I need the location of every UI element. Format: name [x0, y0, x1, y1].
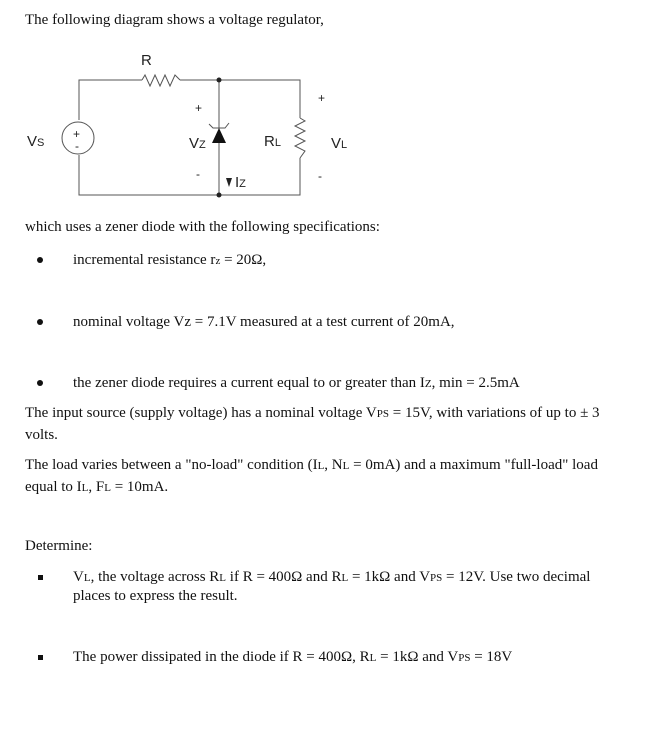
subscript-text: L [317, 460, 325, 472]
text-segment: = 15V, with variations of up to ± 3 [388, 405, 600, 421]
label-vs: VS [27, 133, 45, 150]
text-segment: , the voltage across R [90, 569, 220, 585]
supply-paragraph-line1 [25, 403, 600, 424]
which-text [25, 217, 380, 237]
text-segment: , min = 2.5mA [431, 375, 520, 391]
text-segment: = 20Ω, [220, 252, 267, 268]
source-minus: - [75, 139, 79, 153]
vz-minus: - [196, 167, 200, 181]
square-bullet-icon [38, 655, 43, 660]
supply-paragraph-line2 [25, 425, 58, 445]
question-1-line2 [73, 586, 238, 606]
text-segment: if R = 400Ω and R [226, 569, 342, 585]
vl-plus: + [318, 91, 326, 105]
resistor-rl-icon [295, 118, 305, 158]
resistor-r-icon [142, 75, 180, 86]
source-plus: + [73, 127, 81, 141]
text-segment: = 1kΩ and V [376, 649, 459, 665]
text-segment: The input source (supply voltage) has a nominal voltage V [25, 405, 377, 421]
subscript-text: PS [376, 408, 389, 420]
subscript-text: z [215, 255, 221, 267]
text-segment: volts. [25, 427, 58, 443]
text-segment: = 10mA. [110, 479, 169, 495]
text-segment: the zener diode requires a current equal to or greater than I [73, 375, 425, 391]
label-vl: VL [331, 135, 348, 152]
bullet-icon [37, 257, 43, 263]
subscript-text: PS [458, 652, 471, 664]
text-segment: = 12V. Use two decimal [442, 569, 591, 585]
text-segment: , N [324, 457, 343, 473]
text-segment: places to express the result. [73, 588, 238, 604]
spec-min-current [73, 373, 520, 394]
load-paragraph-line1 [25, 455, 598, 476]
spec-nominal-voltage [73, 312, 455, 332]
subscript-text: Z [424, 378, 432, 390]
text-segment: The load varies between a "no-load" condition (I [25, 457, 318, 473]
text-segment: = 18V [470, 649, 513, 665]
label-iz: IZ [235, 174, 246, 191]
text-segment: Determine: [25, 538, 93, 554]
determine-heading [25, 536, 92, 556]
text-segment: V [73, 569, 84, 585]
voltage-regulator-circuit-diagram [0, 0, 360, 205]
text-segment: = 1kΩ and V [348, 569, 431, 585]
subscript-text: L [341, 572, 349, 584]
subscript-text: L [104, 482, 111, 494]
text-segment: incremental resistance r [73, 252, 216, 268]
label-r: R [141, 52, 152, 69]
text-segment: which uses a zener diode with the following specifications: [25, 219, 380, 235]
subscript-text: L [81, 482, 89, 494]
text-segment: nominal voltage Vz = 7.1V measured at a test current of 20mA, [73, 314, 455, 330]
spec-incremental-resistance [73, 250, 266, 271]
load-paragraph-line2 [25, 477, 168, 498]
label-vz: VZ [189, 135, 206, 152]
square-bullet-icon [38, 575, 43, 580]
subscript-text: PS [430, 572, 443, 584]
text-segment: = 0mA) and a maximum "full-load" load [349, 457, 598, 473]
text-segment: equal to I [25, 479, 82, 495]
bullet-icon [37, 380, 43, 386]
bullet-icon [37, 319, 43, 325]
zener-diode-icon [212, 128, 226, 143]
text-segment: , F [88, 479, 105, 495]
vl-minus: - [318, 169, 322, 183]
current-arrow-icon [226, 178, 232, 187]
question-2 [73, 647, 512, 668]
text-segment: The following diagram shows a voltage regulator, [25, 12, 324, 28]
text-segment: The power dissipated in the diode if R = 400Ω, R [73, 649, 370, 665]
question-1-line1 [73, 567, 590, 588]
label-rl: RL [264, 133, 281, 150]
subscript-text: L [369, 652, 377, 664]
subscript-text: L [342, 460, 350, 472]
vz-plus: + [195, 101, 203, 115]
subscript-text: L [83, 572, 91, 584]
subscript-text: L [219, 572, 227, 584]
